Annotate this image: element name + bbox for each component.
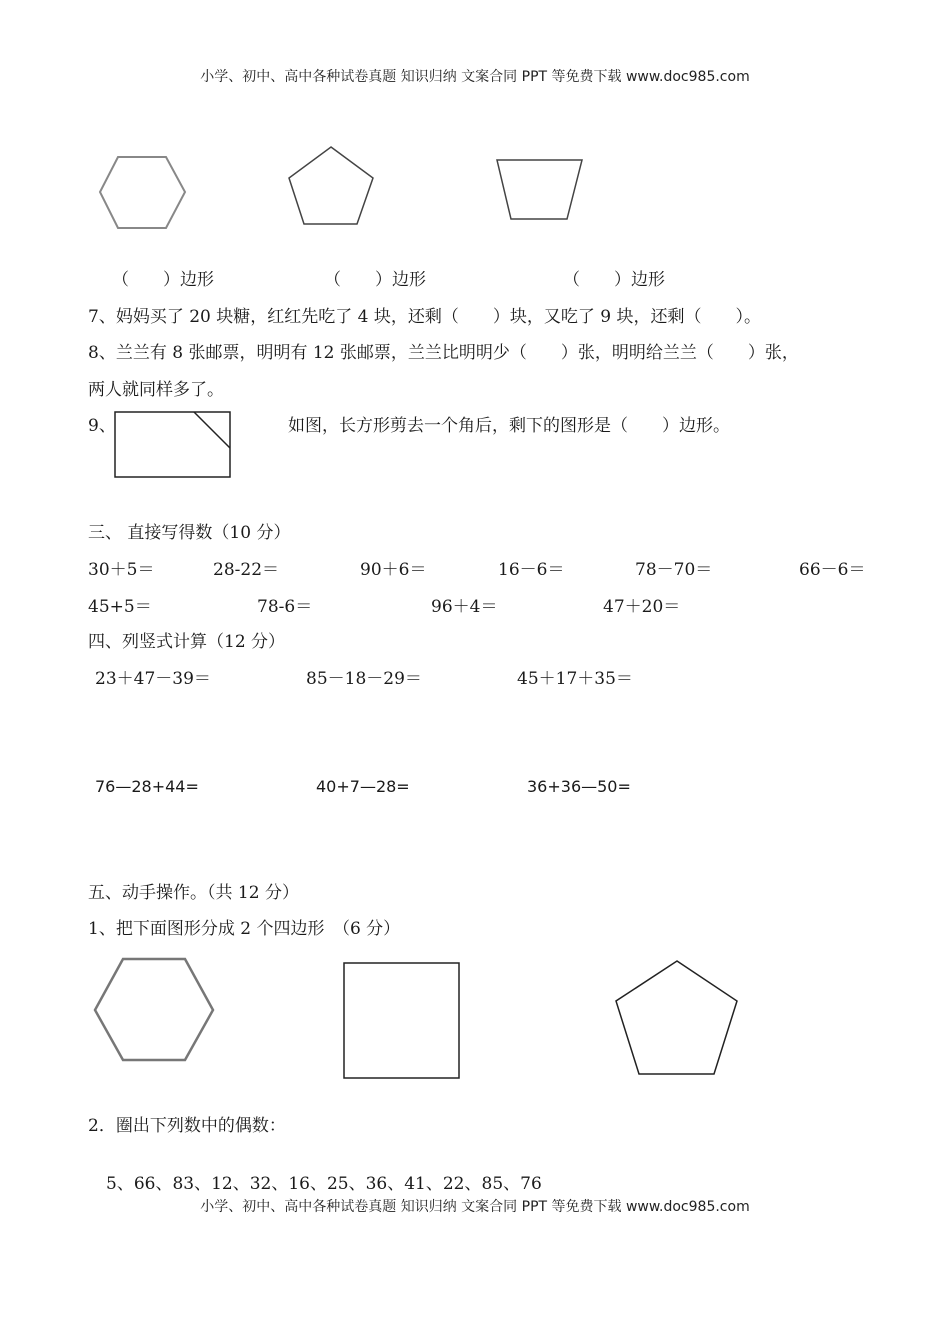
question-8-line-2: 两人就同样多了。 [88,380,224,400]
section-3-title: 三、 直接写得数（10 分） [88,523,291,543]
pentagon-icon [287,145,377,227]
section-5-q2: 2．圈出下列数中的偶数： [88,1116,286,1136]
q6-label-3: （ ）边形 [563,270,665,290]
vertical-calc-item: 40+7—28= [316,777,410,796]
calc-item: 16－6＝ [498,560,565,580]
pentagon-icon [614,959,740,1077]
question-9-text: 如图，长方形剪去一个角后，剩下的图形是（ ）边形。 [288,416,730,436]
calc-item: 90＋6＝ [360,560,427,580]
q6-label-2: （ ）边形 [324,270,426,290]
hexagon-icon [93,957,215,1063]
vertical-calc-item: 36+36—50= [527,777,631,796]
calc-item: 45+5＝ [88,597,152,617]
question-9-number: 9、 [88,416,116,436]
section-5-q1: 1、把下面图形分成 2 个四边形 （6 分） [88,919,401,939]
calc-item: 47＋20＝ [603,597,681,617]
calc-item: 30＋5＝ [88,560,155,580]
section-4-title: 四、列竖式计算（12 分） [88,632,286,652]
calc-item: 96＋4＝ [431,597,498,617]
section-5-title: 五、动手操作。（共 12 分） [88,883,299,903]
question-8-line-1: 8、兰兰有 8 张邮票，明明有 12 张邮票，兰兰比明明少（ ）张，明明给兰兰（ ）张， [88,343,799,363]
calc-item: 66－6＝ [799,560,866,580]
trapezoid-icon [495,158,585,222]
calc-item: 78-6＝ [257,597,313,617]
vertical-calc-item: 23＋47－39＝ [95,669,211,689]
hexagon-icon [98,155,188,231]
calc-item: 78－70＝ [635,560,713,580]
vertical-calc-item: 85－18－29＝ [306,669,422,689]
calc-item: 28-22＝ [213,560,280,580]
page-header: 小学、初中、高中各种试卷真题 知识归纳 文案合同 PPT 等免费下载 www.doc985.com [200,69,750,85]
number-list: 5、66、83、12、32、16、25、36、41、22、85、76 [106,1174,542,1194]
question-7: 7、妈妈买了 20 块糖，红红先吃了 4 块，还剩（ ）块，又吃了 9 块，还剩（ ）。 [88,307,762,327]
q6-label-1: （ ）边形 [112,270,214,290]
cut-rectangle-icon [114,411,232,479]
vertical-calc-item: 45＋17＋35＝ [517,669,633,689]
page-footer: 小学、初中、高中各种试卷真题 知识归纳 文案合同 PPT 等免费下载 www.doc985.com [200,1199,750,1215]
square-icon [343,962,461,1080]
vertical-calc-item: 76—28+44= [95,777,199,796]
